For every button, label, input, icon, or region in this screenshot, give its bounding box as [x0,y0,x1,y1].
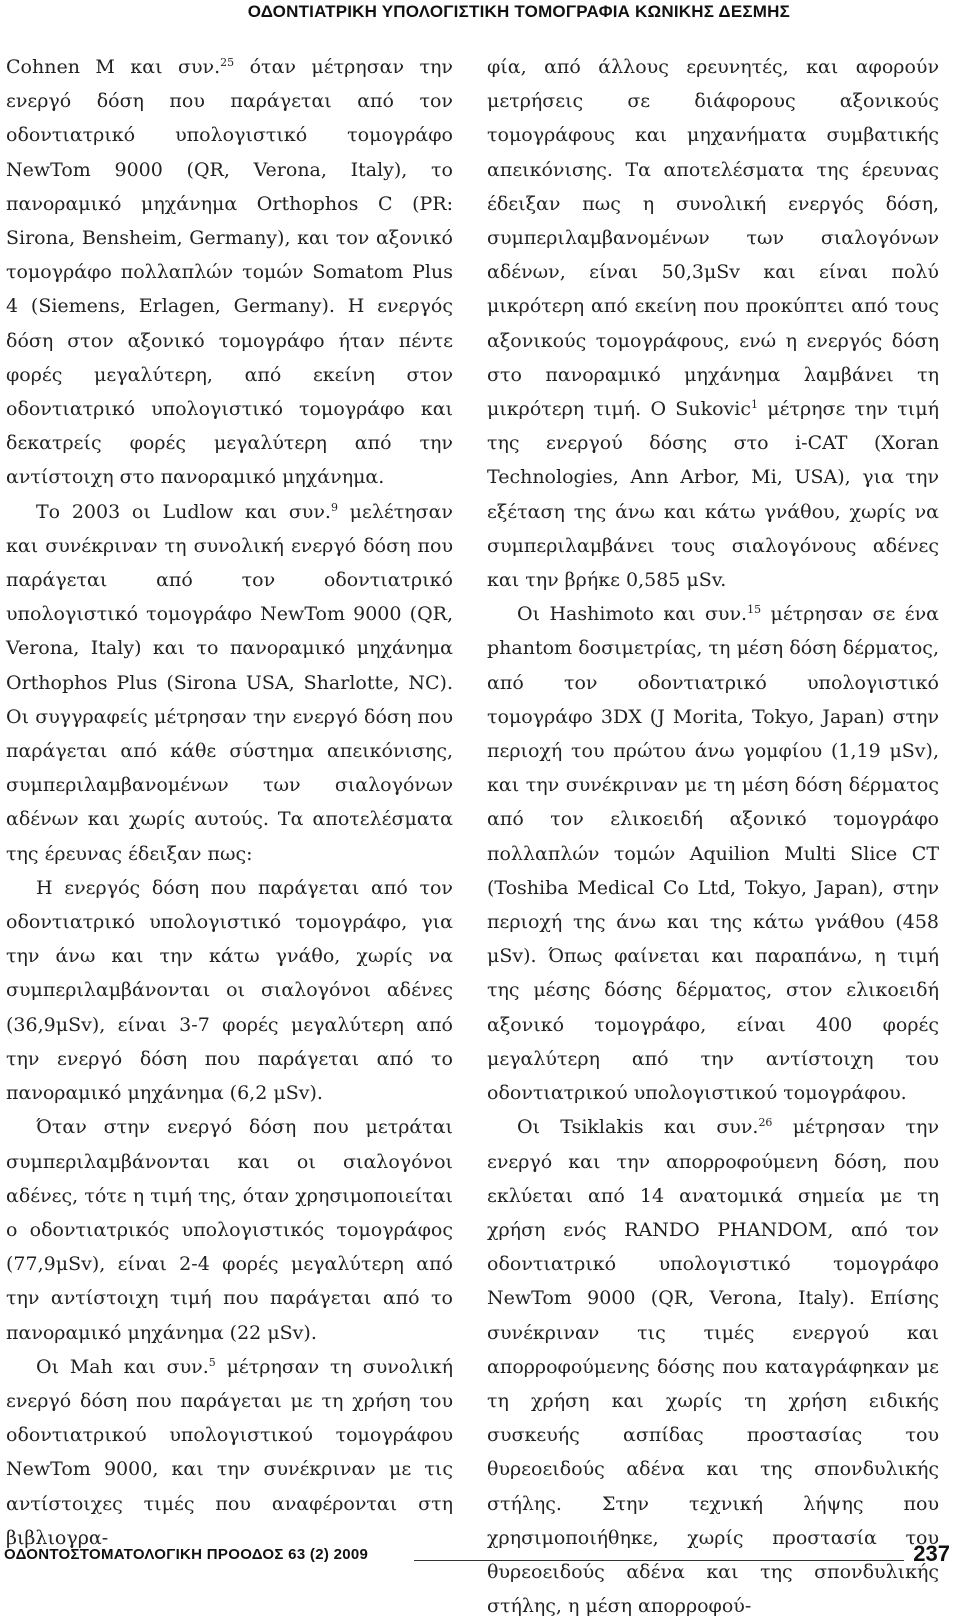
paragraph-text: μέτρησαν σε ένα phantom δοσιμετρίας, τη μέση δόση δέρματος, από τον οδοντιατρικό υπολογιστικό τομογράφο 3DX (J Morita, Tokyo, Japan) στην περιοχή του πρώτου άνω γομφίου (1,19 μSv), και την συνέκριναν με τη μέση δόση δέρματος από τον ελικοειδή αξονικό τομογράφο πολλαπλών τομών Aquilion Multi Slice CT (Toshiba Medical Co Ltd, Tokyo, Japan), στην περιοχή της άνω και της κάτω γνάθου (458 μSv). Όπως φαίνεται και παραπάνω, η τιμή της μέσης δόσης δέρματος, στον ελικοειδή αξονικό τομογράφο, είναι 400 φορές μεγαλύτερη από την αντίστοιχη του οδοντιατρικού υπολογιστικού τομογράφου. [487,603,940,1105]
paragraph-text: μέτρησε την τιμή της ενεργού δόσης στο i-CAT (Xoran Technologies, Ann Arbor, Mi, USA), για την εξέταση της άνω και κάτω γνάθου, χωρίς να συμπεριλαμβάνει τους σιαλογόνους αδένες και την βρήκε 0,585 μSv. [487,398,939,592]
paragraph-text: όταν μέτρησαν την ενεργό δόση που παράγεται από τον οδοντιατρικό υπολογιστικό τομογράφο NewTom 9000 (QR, Verona, Italy), το πανοραμικό μηχάνημα Orthophos C (PR: Sirona, Bensheim, Germany), και τον αξονικό τομογράφο πολλαπλών τομών Somatom Plus 4 (Siemens, Erlagen, Germany). Η ενεργός δόση στον αξονικό τομογράφο ήταν πέντε φορές μεγαλύτερη, από εκείνη στον οδοντιατρικό υπολογιστικό τομογράφο και δεκατρείς φορές μεγαλύτερη από την αντίστοιχη στο πανοραμικό μηχάνημα. [6,56,453,489]
paragraph-text: μελέτησαν και συνέκριναν τη συνολική ενεργό δόση που παράγεται από τον οδοντιατρικό υπολογιστικό τομογράφο NewTom 9000 (QR, Verona, Italy) και το πανοραμικό μηχάνημα Orthophos Plus (Sirona USA, Sharlotte, NC). Οι συγγραφείς μέτρησαν την ενεργό δόση που παράγεται από κάθε σύστημα απεικόνισης, συμπεριλαμβανομένων των σιαλογόνων αδένων και χωρίς αυτούς. Τα αποτελέσματα της έρευνας έδειξαν πως: [6,500,453,865]
citation-ref[interactable]: 1 [750,398,758,412]
citation-ref[interactable]: 15 [747,603,762,617]
citation-ref[interactable]: 26 [758,1116,773,1130]
paragraph-text: Οι Mah και συν. [36,1355,209,1378]
paragraph [487,597,939,1110]
paragraph-text: Cohnen M και συν. [6,56,221,78]
running-head: ΟΔΟΝΤΙΑΤΡΙΚΗ ΥΠΟΛΟΓΙΣΤΙΚΗ ΤΟΜΟΓΡΑΦΙΑ ΚΩΝΙΚΗΣ ΔΕΣΜΗΣ [247,2,790,21]
paragraph [487,1110,939,1623]
paragraph-text: φία, από άλλους ερευνητές, και αφορούν μετρήσεις σε διάφορους αξονικούς τομογράφους και μηχανήματα συμβατικής απεικόνισης. Τα αποτελέσματα της έρευνας έδειξαν πως η συνολική ενεργός δόση, συμπεριλαμβανομένων των σιαλογόνων αδένων, είναι 50,3μSv και είναι πολύ μικρότερη από εκείνη που προκύπτει από τους αξονικούς τομογράφους, ενώ η ενεργός δόση στο πανοραμικό μηχάνημα λαμβάνει τη μικρότερη τιμή. Ο Sukovic [487,56,939,421]
paragraph-text: μέτρησαν την ενεργό και την απορροφούμενη δόση, που εκλύεται από 14 ανατομικά σημεία με τη χρήση ενός RANDO PHANDOM, από τον οδοντιατρικό υπολογιστικό τομογράφο NewTom 9000 (QR, Verona, Italy). Επίσης συνέκριναν τις τιμές ενεργού και απορροφούμενης δόσης που καταγράφηκαν με τη χρήση και χωρίς τη χρήση ειδικής συσκευής ασπίδας προστασίας του θυρεοειδούς αδένα και της σπονδυλικής στήλης. Στην τεχνική λήψης που χρησιμοποιήθηκε, χωρίς προστασία του θυρεοειδούς αδένα και της σπονδυλικής στήλης, η μέση απορροφού- [487,1116,939,1618]
citation-ref[interactable]: 9 [330,500,338,514]
paragraph: Η ενεργός δόση που παράγεται από τον οδοντιατρικό υπολογιστικό τομογράφο, για την άνω και την κάτω γνάθο, χωρίς να συμπεριλαμβάνονται οι σιαλογόνοι αδένες (36,9μSv), είναι 3-7 φορές μεγαλύτερη από την ενεργό δόση που παράγεται από το πανοραμικό μηχάνημα (6,2 μSv). [6,876,453,1105]
paragraph [6,1350,453,1555]
paragraph [6,50,453,495]
right-column [487,50,939,1623]
paragraph-text: Το 2003 οι Ludlow και συν. [36,500,331,523]
citation-ref[interactable]: 5 [208,1355,216,1369]
paragraph: Όταν στην ενεργό δόση που μετράται συμπεριλαμβάνονται και οι σιαλογόνοι αδένες, τότε η τιμή της, όταν χρησιμοποιείται ο οδοντιατρικός υπολογιστικός τομογράφος (77,9μSv), είναι 2-4 φορές μεγαλύτερη από την αντίστοιχη τιμή που παράγεται από το πανοραμικό μηχάνημα (22 μSv). [6,1116,453,1344]
paragraph-text: Οι Hashimoto και συν. [517,603,748,626]
paragraph [487,50,939,597]
citation-ref[interactable]: 25 [220,56,235,69]
page-number: 237 [913,1541,950,1566]
left-column [6,50,453,1555]
paragraph-text: μέτρησαν τη συνολική ενεργό δόση που παράγεται με τη χρήση του οδοντιατρικού υπολογιστικού τομογράφου NewTom 9000, και την συνέκριναν με τις αντίστοιχες τιμές που αναφέρονται στη βιβλιογρα- [6,1355,453,1549]
paragraph [6,495,453,871]
footer-journal-title: ΟΔΟΝΤΟΣΤΟΜΑΤΟΛΟΓΙΚΗ ΠΡΟΟΔΟΣ 63 (2) 2009 [4,1546,369,1563]
footer-divider [414,1560,904,1561]
paragraph-text: Οι Tsiklakis και συν. [517,1116,759,1139]
